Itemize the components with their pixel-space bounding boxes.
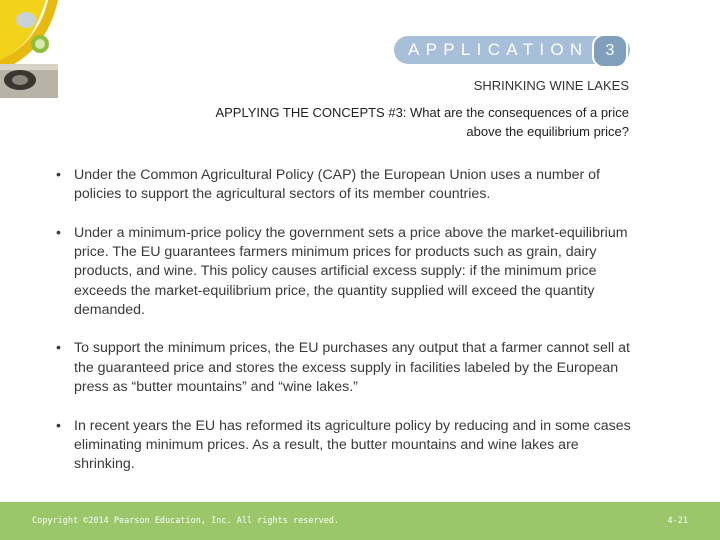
application-title: SHRINKING WINE LAKES bbox=[473, 78, 629, 93]
page-number: 4-21 bbox=[667, 516, 688, 526]
bullet-list bbox=[54, 166, 640, 494]
electric-car-illustration bbox=[0, 0, 58, 98]
concept-question-line-2: above the equilibrium price? bbox=[466, 124, 629, 139]
bullet-item: • Under the Common Agricultural Policy (CAP) the European Union uses a number of policies to support the agricultural sectors of its member countries. bbox=[54, 166, 640, 204]
bullet-item: • Under a minimum-price policy the government sets a price above the market-equilibrium price. The EU guarantees farmers minimum prices for products such as grain, dairy products, and wine. This policy causes artificial excess supply: if the minimum price exceeds the market-equilibrium price, the quantity supplied will exceed the quantity demanded. bbox=[54, 224, 640, 320]
application-label: APPLICATION bbox=[408, 40, 589, 59]
concept-question-line-1: APPLYING THE CONCEPTS #3: What are the consequences of a price bbox=[215, 105, 629, 120]
footer-bar bbox=[0, 502, 720, 540]
copyright-notice: Copyright ©2014 Pearson Education, Inc. All rights reserved. bbox=[32, 516, 340, 526]
application-number-badge: 3 bbox=[592, 34, 628, 68]
bullet-item: • In recent years the EU has reformed its agriculture policy by reducing and in some cases eliminating minimum prices. As a result, the butter mountains and wine lakes are shrinking. bbox=[54, 417, 640, 475]
bullet-item: • To support the minimum prices, the EU purchases any output that a farmer cannot sell at the guaranteed price and stores the excess supply in facilities labeled by the European press as “butter mountains” and “wine lakes.” bbox=[54, 339, 640, 397]
concept-question bbox=[150, 103, 629, 141]
